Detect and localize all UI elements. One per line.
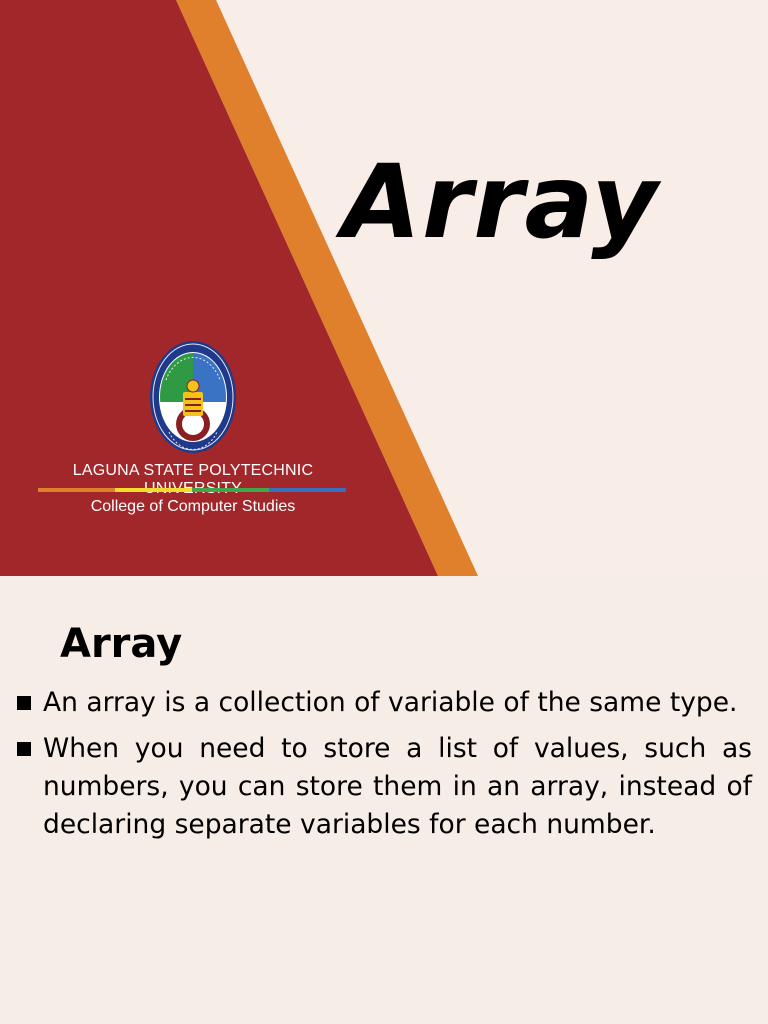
color-divider (38, 488, 346, 492)
slide-title: Array (342, 143, 659, 262)
content-slide (0, 576, 768, 1024)
bullet-text: An array is a collection of variable of the same type. (43, 687, 738, 718)
bullet-text: When you need to store a list of values, such as numbers, you can store them in an array, instead of declaring separate variables for each number. (43, 733, 752, 840)
bullet-list (0, 684, 768, 852)
bullet-item (0, 730, 768, 844)
square-bullet-icon (17, 696, 31, 710)
square-bullet-icon (17, 742, 31, 756)
bullet-item (0, 684, 768, 722)
university-name: LAGUNA STATE POLYTECHNIC (72, 462, 314, 479)
university-seal-logo (149, 340, 237, 454)
content-heading: Array (60, 621, 183, 667)
college-name: College of Computer Studies (90, 498, 296, 515)
